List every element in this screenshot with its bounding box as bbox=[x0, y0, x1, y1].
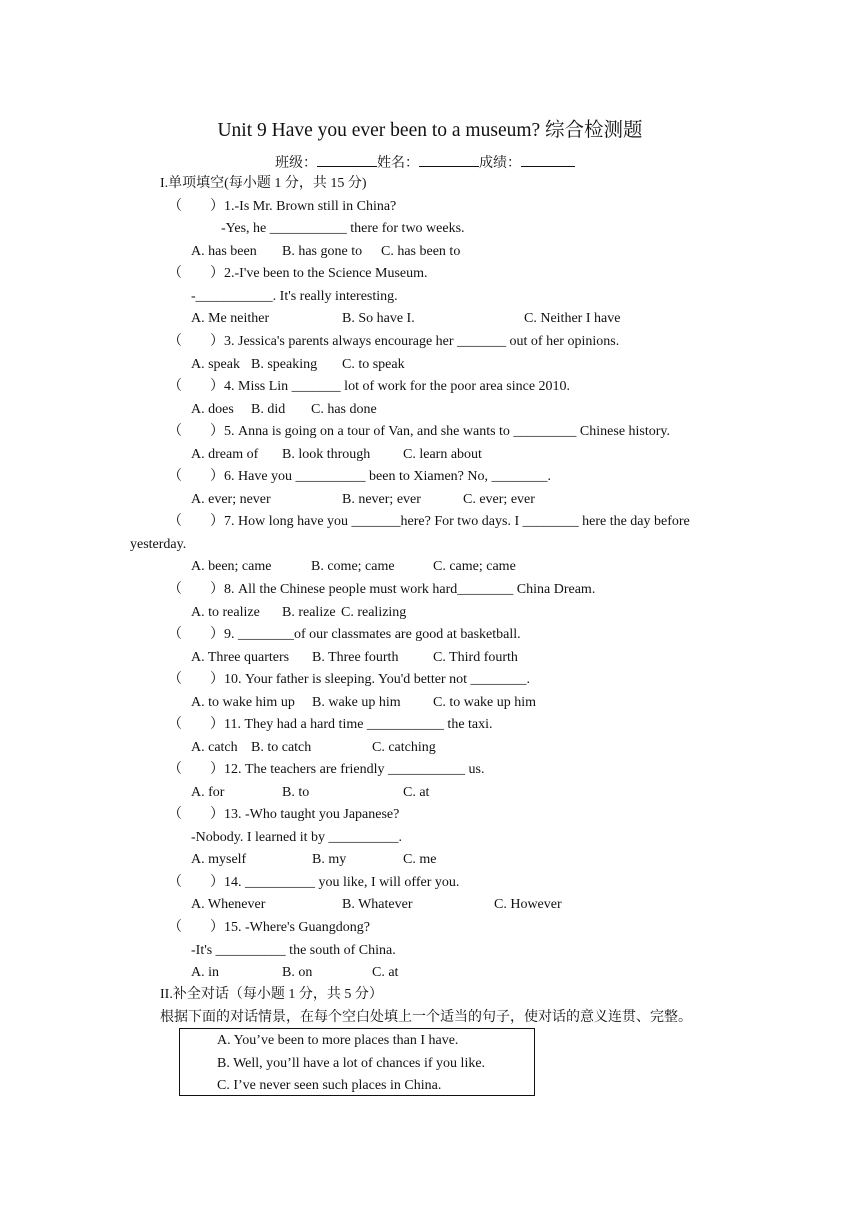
question-13-option-b: B. my bbox=[312, 852, 347, 867]
question-2-option-b: B. So have I. bbox=[342, 311, 415, 326]
question-7-option-a: A. been; came bbox=[191, 559, 272, 574]
question-15-option-a: A. in bbox=[191, 965, 219, 980]
class-label: 班级： bbox=[275, 156, 317, 171]
question-5-stem: （ ）5. Anna is going on a tour of Van, and she wants to _________ Chinese history. bbox=[168, 424, 671, 439]
question-4-option-a: A. does bbox=[191, 402, 234, 417]
question-8-option-c: C. realizing bbox=[341, 605, 407, 620]
question-3-option-c: C. to speak bbox=[342, 357, 405, 372]
question-8-option-a: A. to realize bbox=[191, 605, 260, 620]
question-9-option-c: C. Third fourth bbox=[433, 650, 518, 665]
section1-heading: I.单项填空(每小题 1 分，共 15 分) bbox=[160, 176, 367, 191]
question-9-option-b: B. Three fourth bbox=[312, 650, 399, 665]
box-option-a: A. You’ve been to more places than I have. bbox=[217, 1033, 459, 1048]
question-15-option-b: B. on bbox=[282, 965, 313, 980]
question-6-option-c: C. ever; ever bbox=[463, 492, 535, 507]
student-info-line bbox=[275, 153, 575, 173]
question-4-stem: （ ）4. Miss Lin _______ lot of work for the poor area since 2010. bbox=[168, 379, 571, 394]
question-14-option-b: B. Whatever bbox=[342, 897, 413, 912]
question-1-option-b: B. has gone to bbox=[282, 244, 363, 259]
question-13-option-a: A. myself bbox=[191, 852, 247, 867]
question-5-option-a: A. dream of bbox=[191, 447, 259, 462]
question-6-option-a: A. ever; never bbox=[191, 492, 271, 507]
name-blank bbox=[419, 153, 479, 167]
question-9-stem: （ ）9. ________of our classmates are good at basketball. bbox=[168, 627, 521, 642]
question-7-option-c: C. came; came bbox=[433, 559, 516, 574]
page-title: Unit 9 Have you ever been to a museum? 综合检测题 bbox=[217, 120, 643, 141]
question-3-stem: （ ）3. Jessica's parents always encourage her _______ out of her opinions. bbox=[168, 334, 620, 349]
question-14-option-c: C. However bbox=[494, 897, 562, 912]
question-11-option-a: A. catch bbox=[191, 740, 238, 755]
question-12-option-b: B. to bbox=[282, 785, 310, 800]
question-10-option-b: B. wake up him bbox=[312, 695, 401, 710]
class-blank bbox=[317, 153, 377, 167]
question-12-stem: （ ）12. The teachers are friendly ___________ us. bbox=[168, 762, 485, 777]
score-blank bbox=[521, 153, 575, 167]
question-15-option-c: C. at bbox=[372, 965, 399, 980]
box-option-c: C. I’ve never seen such places in China. bbox=[217, 1078, 442, 1093]
question-7-option-b: B. come; came bbox=[311, 559, 395, 574]
question-1-option-c: C. has been to bbox=[381, 244, 461, 259]
question-8-option-b: B. realize bbox=[282, 605, 336, 620]
question-2-option-a: A. Me neither bbox=[191, 311, 270, 326]
question-7-stem-line2: yesterday. bbox=[130, 537, 187, 552]
question-1-stem: （ ）1.-Is Mr. Brown still in China? bbox=[168, 199, 397, 214]
section2-instruction: 根据下面的对话情景，在每个空白处填上一个适当的句子，使对话的意义连贯、完整。 bbox=[160, 1010, 692, 1025]
question-10-option-c: C. to wake up him bbox=[433, 695, 537, 710]
question-11-option-c: C. catching bbox=[372, 740, 436, 755]
question-2-stem: （ ）2.-I've been to the Science Museum. bbox=[168, 266, 428, 281]
question-14-option-a: A. Whenever bbox=[191, 897, 266, 912]
question-1-option-a: A. has been bbox=[191, 244, 257, 259]
question-5-option-b: B. look through bbox=[282, 447, 371, 462]
question-3-option-b: B. speaking bbox=[251, 357, 318, 372]
question-10-stem: （ ）10. Your father is sleeping. You'd better not ________. bbox=[168, 672, 530, 687]
question-8-stem: （ ）8. All the Chinese people must work hard________ China Dream. bbox=[168, 582, 596, 597]
question-2-option-c: C. Neither I have bbox=[524, 311, 621, 326]
question-2-stem-line2: -___________. It's really interesting. bbox=[191, 289, 398, 304]
question-6-stem: （ ）6. Have you __________ been to Xiamen? No, ________. bbox=[168, 469, 551, 484]
section2-heading: II.补全对话（每小题 1 分，共 5 分） bbox=[160, 987, 383, 1002]
score-label: 成绩： bbox=[479, 156, 521, 171]
question-10-option-a: A. to wake him up bbox=[191, 695, 295, 710]
question-6-option-b: B. never; ever bbox=[342, 492, 421, 507]
question-15-stem: （ ）15. -Where's Guangdong? bbox=[168, 920, 370, 935]
question-13-stem-line2: -Nobody. I learned it by __________. bbox=[191, 830, 402, 845]
question-12-option-c: C. at bbox=[403, 785, 430, 800]
question-15-stem-line2: -It's __________ the south of China. bbox=[191, 943, 396, 958]
question-9-option-a: A. Three quarters bbox=[191, 650, 290, 665]
question-4-option-c: C. has done bbox=[311, 402, 377, 417]
name-label: 姓名： bbox=[377, 156, 419, 171]
box-option-b: B. Well, you’ll have a lot of chances if you like. bbox=[217, 1056, 486, 1071]
question-5-option-c: C. learn about bbox=[403, 447, 482, 462]
question-11-option-b: B. to catch bbox=[251, 740, 312, 755]
question-1-stem-line2: -Yes, he ___________ there for two weeks. bbox=[221, 221, 465, 236]
question-14-stem: （ ）14. __________ you like, I will offer you. bbox=[168, 875, 460, 890]
question-11-stem: （ ）11. They had a hard time ___________ the taxi. bbox=[168, 717, 493, 732]
question-3-option-a: A. speak bbox=[191, 357, 240, 372]
question-12-option-a: A. for bbox=[191, 785, 225, 800]
question-7-stem: （ ）7. How long have you _______here? For two days. I ________ here the day before bbox=[168, 514, 690, 529]
question-13-stem: （ ）13. -Who taught you Japanese? bbox=[168, 807, 400, 822]
question-4-option-b: B. did bbox=[251, 402, 286, 417]
question-13-option-c: C. me bbox=[403, 852, 437, 867]
